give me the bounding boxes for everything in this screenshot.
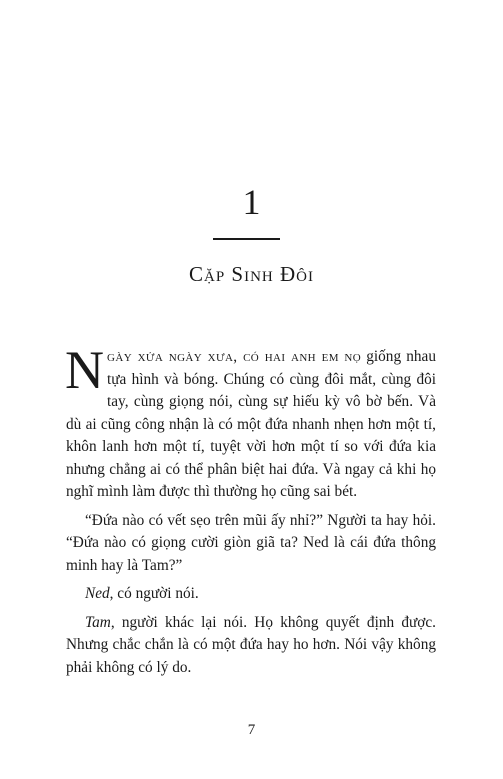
lead-in-smallcaps: gày xửa ngày xưa, có hai anh em nọ bbox=[107, 348, 362, 365]
paragraph-3 bbox=[66, 583, 436, 606]
paragraph-4-text: , người khác lại nói. Họ không quyết định được. Nhưng chắc chắn là có một đứa hay ho hơn. Nói vậy không phải không có lý do. bbox=[66, 613, 436, 676]
page-number: 7 bbox=[247, 722, 256, 738]
chapter-divider bbox=[213, 238, 280, 240]
paragraph-3-text: , có người nói. bbox=[109, 585, 199, 602]
drop-cap: N bbox=[65, 340, 104, 400]
name-tam: Tam bbox=[85, 613, 111, 631]
paragraph-4 bbox=[66, 612, 436, 680]
chapter-title: Cặp Sinh Đôi bbox=[188, 262, 314, 286]
paragraph-1 bbox=[65, 340, 436, 504]
paragraph-2: “Đứa nào có vết sẹo trên mũi ấy nhỉ?” Người ta hay hỏi. “Đứa nào có giọng cười giòn giã ta? Ned là cái đứa thông minh hay là Tam?” bbox=[66, 511, 436, 574]
chapter-body bbox=[65, 340, 436, 685]
name-ned: Ned bbox=[85, 585, 110, 602]
paragraph-1-text: giống nhau tựa hình và bóng. Chúng có cùng đôi mắt, cùng đôi tay, cùng giọng nói, cùng sự hiếu kỳ vô bờ bến. Và dù ai cũng công nhận là có một đứa nhanh nhẹn hơn một tí, khôn lanh hơn một tí, tuyệt vời hơn một tí so với đứa kia nhưng chẳng ai có thể phân biệt hai đứa. Và ngay cả khi họ nghĩ mình làm được thì thường họ cũng sai bét. bbox=[66, 348, 436, 500]
chapter-number: 1 bbox=[242, 182, 261, 222]
